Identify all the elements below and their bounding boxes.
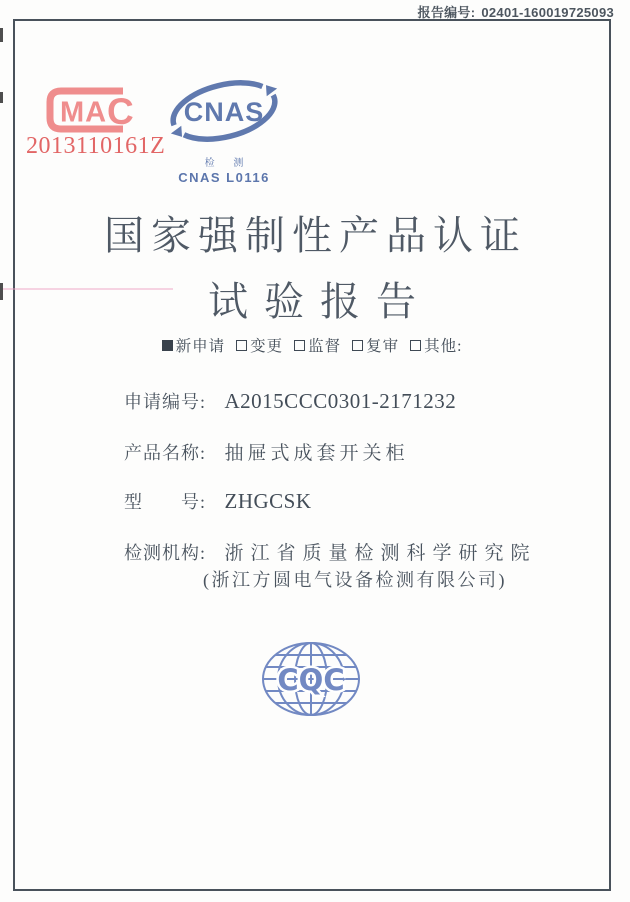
scan-edge-mark	[0, 283, 3, 300]
cqc-globe-icon	[261, 640, 361, 718]
checkbox-empty-icon	[236, 340, 247, 351]
application-type-option-new	[162, 334, 226, 356]
cnas-accreditation-icon	[167, 74, 281, 148]
scan-artifact-line	[0, 288, 173, 290]
svg-text:CNAS: CNAS	[183, 97, 265, 127]
svg-text:CQC: CQC	[277, 663, 345, 697]
field-value: 抽屉式成套开关柜	[224, 443, 409, 464]
field-model	[124, 488, 312, 514]
application-type-option-supervision	[294, 334, 341, 356]
cnas-lab-number: CNAS L0116	[178, 170, 270, 185]
checkbox-checked-icon	[162, 340, 173, 351]
application-type-row	[13, 334, 611, 356]
field-label: 型 号:	[124, 492, 207, 512]
field-value: ZHGCSK	[224, 489, 312, 513]
checkbox-empty-icon	[410, 340, 421, 351]
report-number-value: 02401-160019725093	[481, 5, 614, 20]
option-label: 新申请	[175, 338, 226, 355]
field-label: 检测机构:	[124, 543, 207, 563]
field-label: 申请编号:	[124, 392, 207, 412]
scan-edge-mark	[0, 28, 3, 42]
field-value: A2015CCC0301-2171232	[224, 389, 457, 413]
report-number-label: 报告编号:	[417, 5, 476, 20]
checkbox-empty-icon	[352, 340, 363, 351]
field-value: 浙江省质量检测科学研究院	[224, 543, 537, 564]
scan-edge-mark	[0, 92, 3, 103]
field-application-number	[124, 388, 456, 414]
option-label: 变更	[250, 338, 284, 355]
svg-text:C: C	[107, 91, 134, 132]
testing-organization-alt-name: (浙江方圆电气设备检测有限公司)	[203, 570, 507, 590]
cnas-mark-block	[164, 74, 284, 185]
cnas-jiance-label: 检 测	[204, 158, 252, 169]
option-label: 其他:	[424, 338, 463, 355]
option-label: 复审	[366, 338, 400, 355]
checkbox-empty-icon	[294, 340, 305, 351]
report-title-line2: 试验报告	[208, 279, 432, 324]
report-title-line1: 国家强制性产品认证	[104, 213, 527, 258]
svg-text:MA: MA	[60, 96, 108, 129]
application-type-option-review	[352, 334, 399, 356]
cma-certificate-number: 2013110161Z	[26, 133, 166, 159]
field-testing-organization	[124, 538, 537, 565]
field-label: 产品名称:	[124, 443, 207, 463]
field-product-name	[124, 438, 409, 465]
option-label: 监督	[308, 338, 342, 355]
application-type-option-change	[236, 334, 283, 356]
application-type-option-other	[410, 334, 462, 356]
cma-certification-icon	[44, 85, 136, 135]
